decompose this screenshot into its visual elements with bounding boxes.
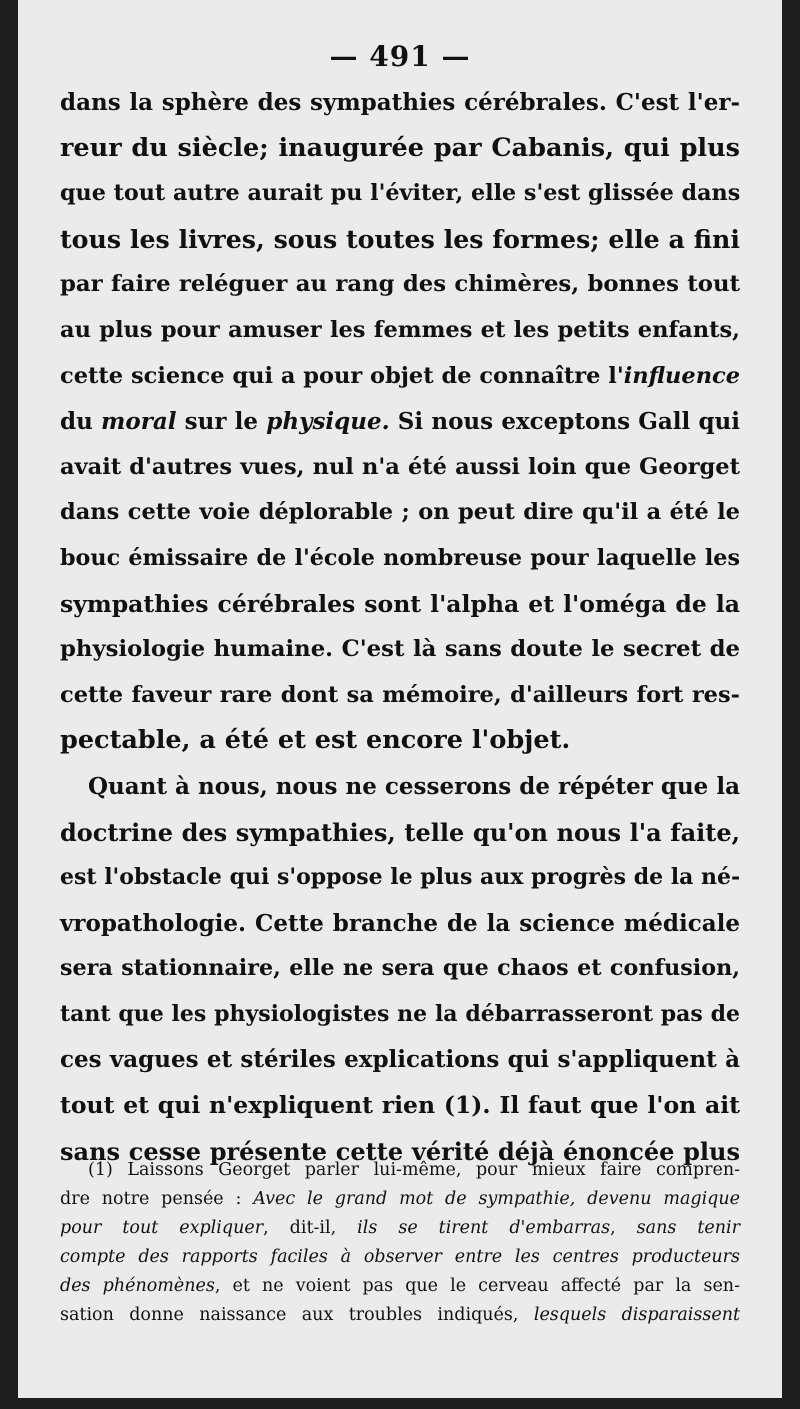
text-line: doctrine des sympathies, telle qu'on nous l'a faite, <box>60 817 740 847</box>
body-text <box>60 80 740 1174</box>
page-number: — 491 — <box>329 40 471 73</box>
text-line: au plus pour amuser les femmes et les petits enfants, <box>60 316 740 343</box>
footnote-line: des phénomènes, et ne voient pas que le cerveau affecté par la sen- <box>60 1276 740 1296</box>
text-line: tous les livres, sous toutes les formes; elle a fini <box>60 223 740 254</box>
footnote-line: (1) Laissons Georget parler lui-même, pour mieux faire compren- <box>88 1160 740 1180</box>
text-line: sympathies cérébrales sont l'alpha et l'oméga de la <box>60 589 740 618</box>
text-line: physiologie humaine. C'est là sans doute le secret de <box>60 636 740 663</box>
footnote-line: pour tout expliquer, dit-il, ils se tirent d'embarras, sans tenir <box>60 1218 740 1238</box>
footnote-line: dre notre pensée : Avec le grand mot de sympathie, devenu magique <box>60 1189 741 1209</box>
footnote-line: compte des rapports faciles à observer entre les centres producteurs <box>60 1247 740 1267</box>
book-page <box>18 0 782 1398</box>
text-line: ces vagues et stériles explications qui s'appliquent à <box>60 1046 740 1074</box>
text-line: pectable, a été et est encore l'objet. <box>60 725 571 756</box>
footnote <box>60 1156 740 1330</box>
text-line: sans cesse présente cette vérité déjà énoncée plus <box>60 1136 740 1166</box>
text-line: bouc émissaire de l'école nombreuse pour laquelle les <box>60 544 740 571</box>
text-line: sera stationnaire, elle ne sera que chaos et confusion, <box>60 955 740 982</box>
text-line: du moral sur le physique. Si nous exceptons Gall qui <box>60 408 741 436</box>
text-line: tout et qui n'expliquent rien (1). Il faut que l'on ait <box>60 1091 740 1120</box>
text-line: cette science qui a pour objet de connaître l'influence <box>60 362 741 389</box>
text-line: est l'obstacle qui s'oppose le plus aux progrès de la né- <box>60 864 741 891</box>
text-line: par faire reléguer au rang des chimères, bonnes tout <box>60 271 740 298</box>
text-line: reur du siècle; inaugurée par Cabanis, qui plus <box>60 132 740 163</box>
text-line: que tout autre aurait pu l'éviter, elle s'est glissée dans <box>60 180 741 207</box>
footnote-line: sation donne naissance aux troubles indiqués, lesquels disparaissent <box>60 1305 740 1325</box>
text-line: vropathologie. Cette branche de la science médicale <box>60 909 740 937</box>
text-line: cette faveur rare dont sa mémoire, d'ailleurs fort res- <box>60 681 740 708</box>
text-line: Quant à nous, nous ne cesserons de répéter que la <box>88 772 740 800</box>
text-line: tant que les physiologistes ne la débarrasseront pas de <box>60 1000 740 1027</box>
text-line: avait d'autres vues, nul n'a été aussi loin que Georget <box>60 453 740 480</box>
text-line: dans la sphère des sympathies cérébrales. C'est l'er- <box>60 89 740 116</box>
text-line: dans cette voie déplorable ; on peut dire qu'il a été le <box>60 499 740 526</box>
